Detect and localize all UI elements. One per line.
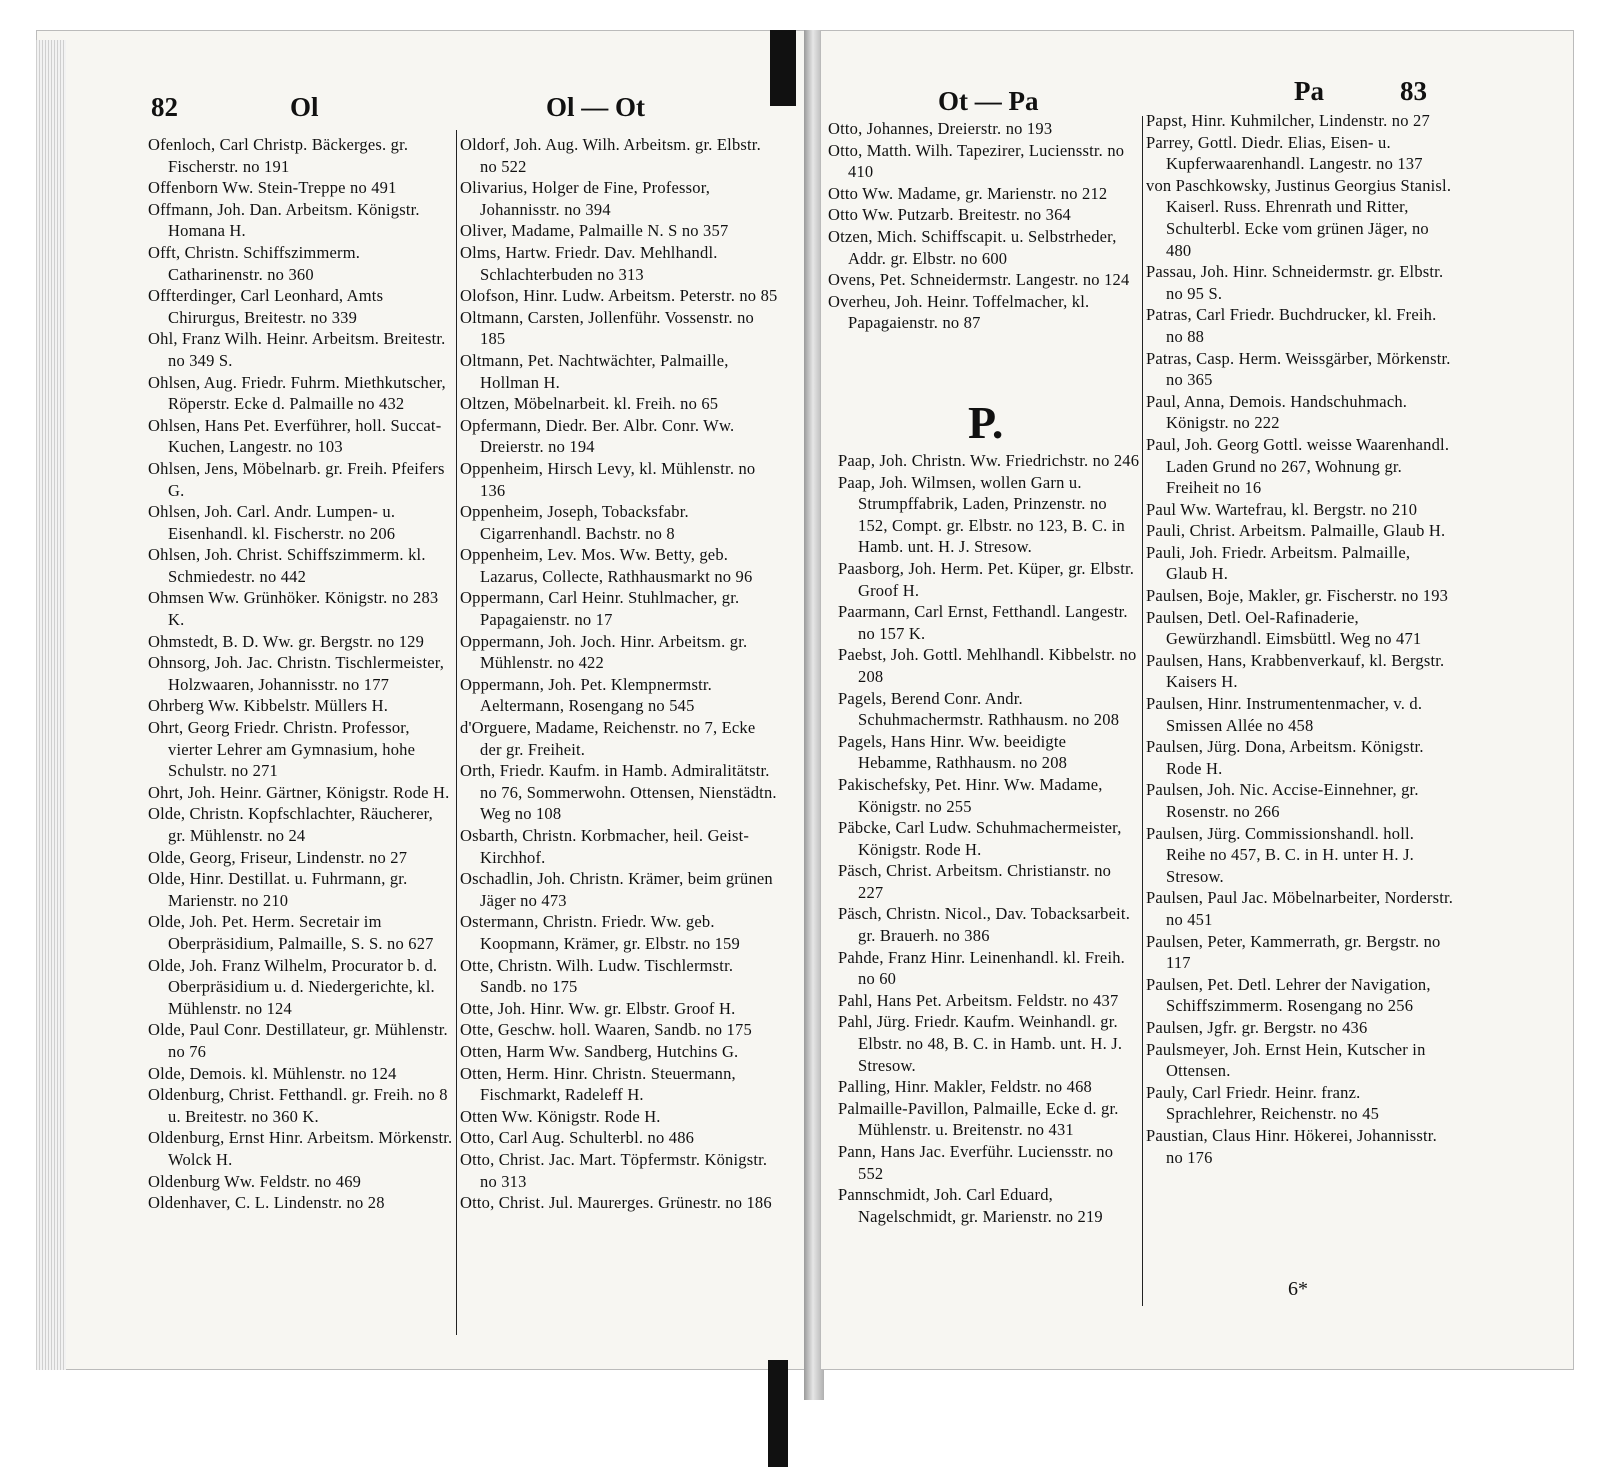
directory-entry: Ohlsen, Aug. Friedr. Fuhrm. Miethkutscher, Röperstr. Ecke d. Palmaille no 432	[148, 372, 446, 414]
header-letters: Ol	[290, 92, 319, 122]
directory-entry: Otto Ww. Putzarb. Breitestr. no 364	[828, 205, 1072, 225]
directory-entry: Päbcke, Carl Ludw. Schuhmachermeister, Königstr. Rode H.	[838, 818, 1122, 859]
directory-entry: Patras, Carl Friedr. Buchdrucker, kl. Freih. no 88	[1146, 305, 1437, 346]
directory-entry: Olofson, Hinr. Ludw. Arbeitsm. Peterstr. no 85	[460, 286, 778, 306]
directory-entry: Paustian, Claus Hinr. Hökerei, Johannisstr. no 176	[1146, 1125, 1437, 1167]
directory-entry: Otte, Christn. Wilh. Ludw. Tischlermstr. Sandb. no 175	[460, 955, 734, 997]
directory-entry: Offenborn Ww. Stein-Treppe no 491	[148, 178, 397, 198]
directory-entry: Olde, Christn. Kopfschlachter, Räucherer, gr. Mühlenstr. no 24	[148, 804, 433, 845]
signature-mark: 6*	[1288, 1278, 1308, 1300]
directory-entry: Oldenburg Ww. Feldstr. no 469	[148, 1171, 362, 1191]
directory-entry: Olms, Hartw. Friedr. Dav. Mehlhandl. Schlachterbuden no 313	[460, 242, 718, 284]
column-rule	[456, 130, 457, 1335]
directory-entry: Paarmann, Carl Ernst, Fetthandl. Langestr. no 157 K.	[838, 602, 1128, 643]
directory-entry: Paulsen, Pet. Detl. Lehrer der Navigation, Schiffszimmerm. Rosengang no 256	[1146, 974, 1431, 1016]
directory-entry: Paul, Joh. Georg Gottl. weisse Waarenhandl. Laden Grund no 267, Wohnung gr. Freiheit no 16	[1146, 434, 1450, 498]
directory-entry: Pauli, Christ. Arbeitsm. Palmaille, Glaub H.	[1146, 521, 1446, 541]
directory-entry: Paulsen, Jgfr. gr. Bergstr. no 436	[1146, 1017, 1368, 1037]
directory-entry: Paulsen, Hans, Krabbenverkauf, kl. Bergstr. Kaisers H.	[1146, 650, 1445, 692]
directory-entry: Ovens, Pet. Schneidermstr. Langestr. no 124	[828, 270, 1130, 290]
directory-entry: Otten Ww. Königstr. Rode H.	[460, 1106, 661, 1126]
directory-entry: Orth, Friedr. Kaufm. in Hamb. Admiralitätstr. no 76, Sommerwohn. Ottensen, Nienstädtn. Weg no 108	[460, 761, 777, 824]
directory-entry: Ohnsorg, Joh. Jac. Christn. Tischlermeister, Holzwaaren, Johannisstr. no 177	[148, 653, 445, 694]
header-range: Ot — Pa	[938, 86, 1039, 116]
directory-entry: Paebst, Joh. Gottl. Mehlhandl. Kibbelstr. no 208	[838, 645, 1137, 686]
directory-entry: Otten, Herm. Hinr. Christn. Steuermann, Fischmarkt, Radeleff H.	[460, 1063, 736, 1105]
directory-entry: Ohmstedt, B. D. Ww. gr. Bergstr. no 129	[148, 631, 425, 651]
directory-entry: Pauli, Joh. Friedr. Arbeitsm. Palmaille, Glaub H.	[1146, 542, 1411, 584]
directory-entry: Opfermann, Diedr. Ber. Albr. Conr. Ww. Dreierstr. no 194	[460, 415, 735, 457]
directory-entry: Palling, Hinr. Makler, Feldstr. no 468	[838, 1077, 1092, 1097]
directory-entry: Otto, Matth. Wilh. Tapezirer, Luciensstr. no 410	[828, 140, 1125, 182]
directory-entry: Paulsen, Detl. Oel-Rafinaderie, Gewürzhandl. Eimsbüttl. Weg no 471	[1146, 607, 1422, 649]
directory-entry: Ohrt, Georg Friedr. Christn. Professor, vierter Lehrer am Gymnasium, hohe Schulstr. no 271	[148, 718, 416, 781]
directory-entry: Olde, Joh. Pet. Herm. Secretair im Oberpräsidium, Palmaille, S. S. no 627	[148, 912, 434, 953]
directory-entry: Otte, Geschw. holl. Waaren, Sandb. no 175	[460, 1020, 752, 1040]
directory-entry: Oldenburg, Christ. Fetthandl. gr. Freih. no 8 u. Breitestr. no 360 K.	[148, 1085, 448, 1126]
directory-entry: Oldorf, Joh. Aug. Wilh. Arbeitsm. gr. Elbstr. no 522	[460, 135, 761, 176]
directory-entry: Pahde, Franz Hinr. Leinenhandl. kl. Freih. no 60	[838, 947, 1126, 989]
directory-entry: Oldenburg, Ernst Hinr. Arbeitsm. Mörkenstr. Wolck H.	[148, 1128, 453, 1169]
directory-entry: d'Orguere, Madame, Reichenstr. no 7, Ecke der gr. Freiheit.	[460, 718, 756, 759]
directory-entry: Paap, Joh. Wilmsen, wollen Garn u. Strumpffabrik, Laden, Prinzenstr. no 152, Compt. gr. Elbstr. no 123, B. C. in Hamb. unt. H. J. Stresow.	[838, 472, 1125, 557]
directory-entry: Oltmann, Pet. Nachtwächter, Palmaille, Hollman H.	[460, 350, 729, 392]
directory-entry: Otto, Johannes, Dreierstr. no 193	[828, 119, 1053, 138]
directory-entry: Paulsen, Paul Jac. Möbelnarbeiter, Norderstr. no 451	[1146, 888, 1454, 929]
directory-entry: Pauly, Carl Friedr. Heinr. franz. Sprachlehrer, Reichenstr. no 45	[1146, 1082, 1380, 1124]
directory-entry: Oppenheim, Hirsch Levy, kl. Mühlenstr. no 136	[460, 458, 756, 500]
directory-entry: Oltmann, Carsten, Jollenführ. Vossenstr. no 185	[460, 307, 754, 349]
directory-entry: Pakischefsky, Pet. Hinr. Ww. Madame, Königstr. no 255	[838, 774, 1103, 816]
left-column-1	[148, 134, 453, 1214]
directory-entry: Oliver, Madame, Palmaille N. S no 357	[460, 221, 729, 241]
directory-entry: Paul, Anna, Demois. Handschuhmach. Königstr. no 222	[1146, 391, 1408, 433]
directory-entry: Otto, Christ. Jac. Mart. Töpfermstr. Königstr. no 313	[460, 1149, 768, 1191]
directory-entry: Ohrt, Joh. Heinr. Gärtner, Königstr. Rode H.	[148, 782, 450, 802]
directory-entry: Oldenhaver, C. L. Lindenstr. no 28	[148, 1193, 385, 1213]
right-page	[820, 30, 1574, 1370]
directory-entry: Ohl, Franz Wilh. Heinr. Arbeitsm. Breitestr. no 349 S.	[148, 329, 446, 370]
directory-entry: Paul Ww. Wartefrau, kl. Bergstr. no 210	[1146, 499, 1418, 519]
page-edges	[36, 40, 66, 1370]
directory-entry: Paulsmeyer, Joh. Ernst Hein, Kutscher in Ottensen.	[1146, 1039, 1426, 1081]
directory-entry: Ohlsen, Joh. Carl. Andr. Lumpen- u. Eisenhandl. kl. Fischerstr. no 206	[148, 502, 396, 543]
directory-entry: Otten, Harm Ww. Sandberg, Hutchins G.	[460, 1041, 739, 1061]
directory-entry: Ohrberg Ww. Kibbelstr. Müllers H.	[148, 696, 389, 716]
directory-entry: Pahl, Jürg. Friedr. Kaufm. Weinhandl. gr. Elbstr. no 48, B. C. in Hamb. unt. H. J. Stresow.	[838, 1012, 1123, 1075]
directory-entry: Passau, Joh. Hinr. Schneidermstr. gr. Elbstr. no 95 S.	[1146, 262, 1444, 303]
directory-entry: Olde, Joh. Franz Wilhelm, Procurator b. d. Oberpräsidium u. d. Niedergerichte, kl. Mühlenstr. no 124	[148, 955, 438, 1018]
directory-entry: Paap, Joh. Christn. Ww. Friedrichstr. no 246	[838, 451, 1140, 470]
directory-entry: Ofenloch, Carl Christp. Bäckerges. gr. Fischerstr. no 191	[148, 135, 409, 176]
column-rule	[1142, 116, 1143, 1306]
directory-entry: Pagels, Hans Hinr. Ww. beeidigte Hebamme, Rathhausm. no 208	[838, 731, 1068, 773]
directory-entry: Osbarth, Christn. Korbmacher, heil. Geist-Kirchhof.	[460, 826, 750, 867]
directory-entry: Olde, Demois. kl. Mühlenstr. no 124	[148, 1063, 397, 1083]
directory-entry: Paulsen, Hinr. Instrumentenmacher, v. d. Smissen Allée no 458	[1146, 694, 1423, 735]
directory-entry: Paulsen, Boje, Makler, gr. Fischerstr. no 193	[1146, 586, 1449, 606]
directory-entry: Paulsen, Jürg. Commissionshandl. holl. Reihe no 457, B. C. in H. unter H. J. Stresow.	[1146, 823, 1415, 886]
directory-entry: Otte, Joh. Hinr. Ww. gr. Elbstr. Groof H.	[460, 998, 736, 1018]
directory-entry: Offt, Christn. Schiffszimmerm. Catharinenstr. no 360	[148, 242, 361, 284]
header-range: Ol — Ot	[546, 92, 645, 122]
directory-entry: Pann, Hans Jac. Everführ. Luciensstr. no 552	[838, 1142, 1114, 1183]
directory-entry: Papst, Hinr. Kuhmilcher, Lindenstr. no 27	[1146, 111, 1430, 130]
directory-entry: Olde, Georg, Friseur, Lindenstr. no 27	[148, 847, 408, 867]
directory-entry: Paasborg, Joh. Herm. Pet. Küper, gr. Elbstr. Groof H.	[838, 558, 1135, 600]
directory-entry: Oppermann, Joh. Joch. Hinr. Arbeitsm. gr. Mühlenstr. no 422	[460, 631, 748, 673]
left-page	[36, 30, 806, 1370]
page-number: 83	[1400, 76, 1427, 106]
directory-entry: Ohmsen Ww. Grünhöker. Königstr. no 283 K.	[148, 588, 439, 630]
directory-entry: Pahl, Hans Pet. Arbeitsm. Feldstr. no 437	[838, 990, 1119, 1010]
directory-entry: Ohlsen, Joh. Christ. Schiffszimmerm. kl. Schmiedestr. no 442	[148, 545, 426, 586]
directory-entry: Ohlsen, Hans Pet. Everführer, holl. Succat-Kuchen, Langestr. no 103	[148, 415, 442, 457]
directory-entry: Pannschmidt, Joh. Carl Eduard, Nagelschmidt, gr. Marienstr. no 219	[838, 1185, 1103, 1226]
directory-entry: Päsch, Christn. Nicol., Dav. Tobacksarbeit. gr. Brauerh. no 386	[838, 904, 1131, 946]
directory-entry: Oppermann, Joh. Pet. Klempnermstr. Aeltermann, Rosengang no 545	[460, 674, 712, 716]
directory-entry: Paulsen, Jürg. Dona, Arbeitsm. Königstr. Rode H.	[1146, 737, 1424, 778]
directory-entry: Offterdinger, Carl Leonhard, Amts Chirurgus, Breitestr. no 339	[148, 286, 384, 327]
directory-entry: Otzen, Mich. Schiffscapit. u. Selbstrheder, Addr. gr. Elbstr. no 600	[828, 226, 1117, 268]
directory-entry: Paulsen, Peter, Kammerrath, gr. Bergstr. no 117	[1146, 931, 1441, 973]
binding-strip-top	[770, 30, 796, 106]
header-letters: Pa	[1294, 76, 1324, 106]
section-letter: P.	[968, 397, 1004, 448]
directory-entry: Overheu, Joh. Heinr. Toffelmacher, kl. Papagaienstr. no 87	[828, 291, 1090, 333]
directory-entry: Palmaille-Pavillon, Palmaille, Ecke d. gr. Mühlenstr. u. Breitenstr. no 431	[838, 1098, 1119, 1140]
directory-entry: Olde, Paul Conr. Destillateur, gr. Mühlenstr. no 76	[148, 1020, 448, 1061]
directory-entry: Ohlsen, Jens, Möbelnarb. gr. Freih. Pfeifers G.	[148, 458, 445, 500]
page-number: 82	[151, 92, 178, 122]
directory-entry: Ostermann, Christn. Friedr. Ww. geb. Koopmann, Krämer, gr. Elbstr. no 159	[460, 912, 740, 953]
directory-entry: Oschadlin, Joh. Christn. Krämer, beim grünen Jäger no 473	[460, 869, 773, 910]
directory-entry: Paulsen, Joh. Nic. Accise-Einnehner, gr. Rosenstr. no 266	[1146, 780, 1419, 821]
right-column-2	[1146, 110, 1454, 1168]
directory-entry: Otto, Carl Aug. Schulterbl. no 486	[460, 1128, 695, 1148]
directory-entry: Oppermann, Carl Heinr. Stuhlmacher, gr. Papagaienstr. no 17	[460, 588, 740, 630]
directory-entry: Patras, Casp. Herm. Weissgärber, Mörkenstr. no 365	[1146, 348, 1451, 390]
open-book	[8, 30, 1586, 1400]
directory-entry: Otto Ww. Madame, gr. Marienstr. no 212	[828, 183, 1108, 203]
binding-strip-bottom	[768, 1360, 788, 1467]
directory-entry: von Paschkowsky, Justinus Georgius Stanisl. Kaiserl. Russ. Ehrenrath und Ritter, Schulterbl. Ecke vom grünen Jäger, no 480	[1146, 175, 1452, 260]
directory-entry: Päsch, Christ. Arbeitsm. Christianstr. no 227	[838, 861, 1112, 902]
directory-entry: Offmann, Joh. Dan. Arbeitsm. Königstr. Homana H.	[148, 199, 420, 241]
right-column-1-bottom	[838, 450, 1140, 1227]
left-column-2	[460, 134, 778, 1214]
right-column-1-top	[828, 118, 1140, 334]
directory-entry: Otto, Christ. Jul. Maurerges. Grünestr. no 186	[460, 1193, 772, 1213]
directory-entry: Pagels, Berend Conr. Andr. Schuhmachermstr. Rathhausm. no 208	[838, 688, 1120, 730]
directory-entry: Oltzen, Möbelnarbeit. kl. Freih. no 65	[460, 394, 719, 414]
directory-entry: Oppenheim, Joseph, Tobacksfabr. Cigarrenhandl. Bachstr. no 8	[460, 502, 689, 543]
directory-entry: Olivarius, Holger de Fine, Professor, Johannisstr. no 394	[460, 178, 711, 219]
directory-entry: Oppenheim, Lev. Mos. Ww. Betty, geb. Lazarus, Collecte, Rathhausmarkt no 96	[460, 545, 753, 586]
directory-entry: Parrey, Gottl. Diedr. Elias, Eisen- u. Kupferwaarenhandl. Langestr. no 137	[1146, 132, 1423, 174]
directory-entry: Olde, Hinr. Destillat. u. Fuhrmann, gr. Marienstr. no 210	[148, 869, 408, 910]
